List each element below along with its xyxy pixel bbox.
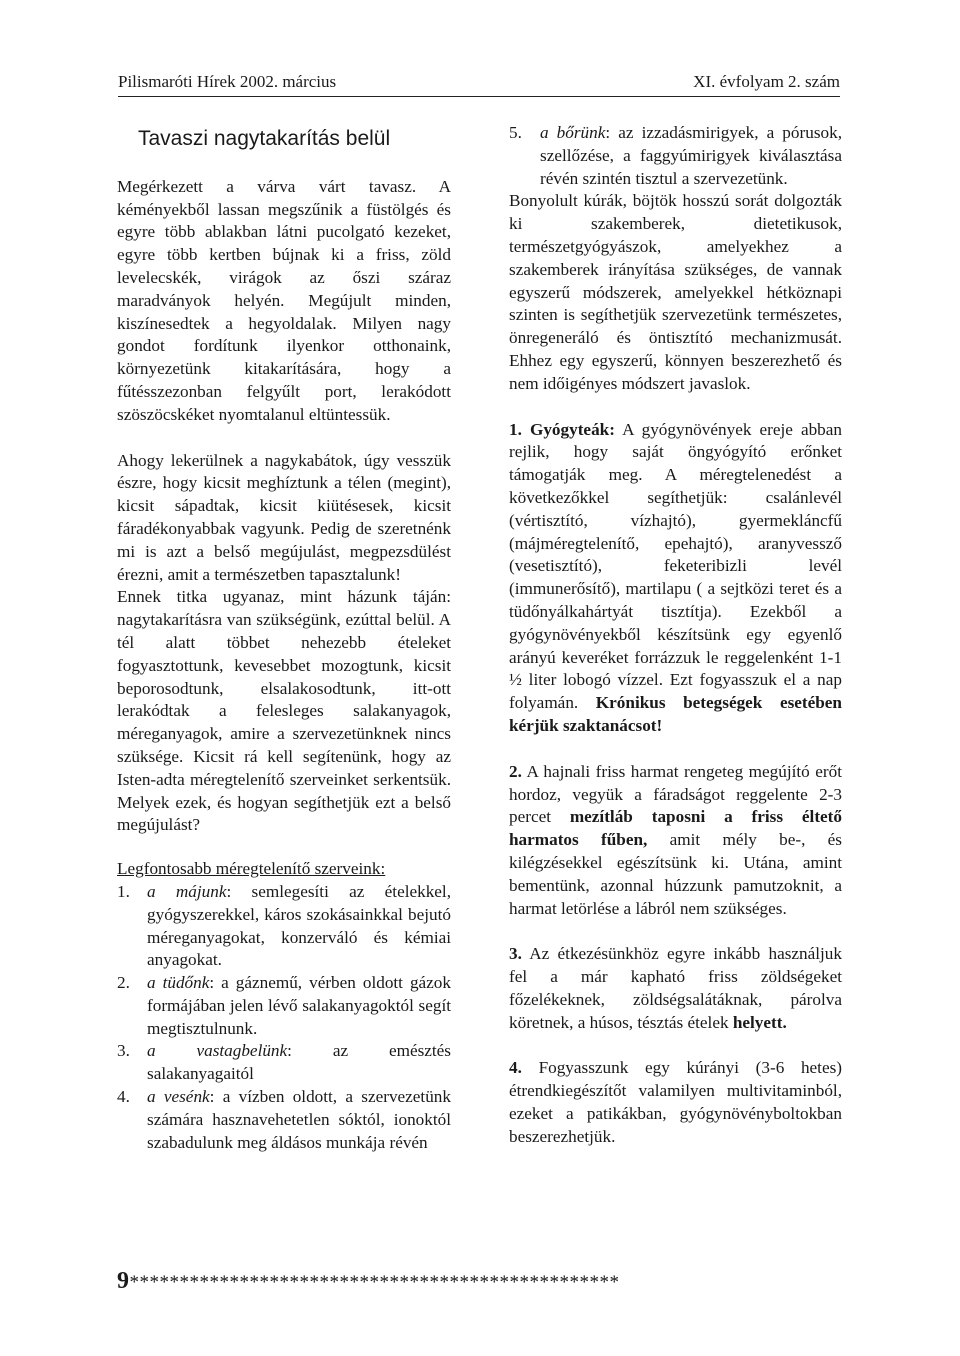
tip-vegetables [509,943,842,1034]
organ-name: a májunk [147,881,227,901]
tip-number: 1. [509,419,522,439]
publication-title: Pilismaróti Hírek 2002. március [118,72,337,91]
tip-text-continued: amit mély be-, és kilégzésekkel egészítsünk ki. Utána, amint bementünk, azonnal húzzunk pamutzoknit, a harmat letörlése a lábról nem szükséges. [509,830,842,918]
tip-number: 3. [509,944,522,964]
tip-herbal-teas [509,419,842,738]
tip-emphasis: helyett. [732,1012,787,1032]
tip-number: 2. [509,761,522,781]
issue-number: XI. évfolyam 2. szám [693,72,840,91]
organs-list [117,881,451,1155]
list-number: 3. [117,1041,130,1061]
body-paragraph-2: Ahogy lekerülnek a nagykabátok, úgy vesszük észre, hogy kicsit meghíztunk a télen (megint), kicsit sápadtak, kicsit kiütésesek, kicsit fáradékonyabbak vagyunk. Pedig de szeretnénk mi is azt a belső megújulást, megpezsdülést érezni, amit a természetben tapasztalunk! [117,450,451,584]
organ-name: a tüdőnk [147,973,210,993]
list-item [117,1086,451,1154]
left-column [117,122,451,1154]
list-item [117,1040,451,1086]
list-item [117,881,451,972]
organ-name: a vesénk [147,1087,210,1107]
tip-number: 4. [509,1058,522,1078]
tip-text: A hajnali friss harmat rengeteg megújító erőt hordoz, vegyük a fáradságot reggelente 2-3 percet [509,761,842,827]
list-number: 5. [509,123,522,142]
list-number: 1. [117,881,130,901]
list-item [117,972,451,1040]
tip-morning-dew [509,761,842,921]
organ-description: : az izzadásmirigyek, a pórusok, szellőzése, a faggyúmirigyek kiválasztása révén szintén tisztul a szervezetünk. [540,123,842,188]
article-title: Tavaszi nagytakarítás belül [138,127,391,150]
organ-name: a bőrünk [540,123,606,142]
footer-star-rule: ************************************************* [129,1272,620,1293]
list-item-organ-5 [509,122,842,190]
tip-text: A gyógynövények ereje abban rejlik, hogy saját öngyógyító erőnket támogatják meg. A méregtelenedést a következőkkel segíthetjük: csalánlevél (vértisztító, vízhajtó), gyermekláncfű (májméregtelenítő, epehajtó), aranyvessző (vesetisztító), feketeribizli levél (immunerősítő), martilapu ( a sejtközi teret és a tüdőnyálkahártyát tisztítja). Ezekből a gyógynövényekből készítsünk egy egyenlő arányú keveréket forrázzuk le reggelenként 1-1 ½ liter lobogó vízzel. Ezt fogyasszuk el a nap folyamán. [509,419,842,713]
intro-paragraph: Megérkezett a várva várt tavasz. A kéményekből lassan megszűnik a füstölgés és egyre több ablakban látni pucolgató kezeket, egyre több kertben bújnak ki a friss, zöld levelecskék, virágok az őszi száraz maradványok helyén. Megújult minden, kiszínesedtek a hegyoldalak. Milyen nagy gondot fordítunk ilyenkor otthonaink, környezetünk kitakarítására, hogy a fűtésszezonban felgyűlt port, lerakódott szöszöcskéket nyomtalanul eltüntessük. [117,176,451,424]
list-number: 4. [117,1087,130,1107]
organ-description: : semlegesíti az ételekkel, gyógyszerekkel, káros szokásainkkal bejutó méreganyagokat, konzerváló és kémiai anyagokat. [147,881,451,970]
body-paragraph-3: Ennek titka ugyanaz, mint házunk táján: nagytakarításra van szükségünk, ezúttal belül. A tél alatt többet nehezebb ételeket fogyasztottunk, kevesebbet mozogtunk, kicsit beporosodtunk, elsalakosodtunk, itt-ott lerakódtak a felesleges salakanyagok, méreganyagok, amire a szervezetünknek nincs szüksége. Kicsit rá kell segítenünk, hogy az Isten-adta méregtelenítő szerveinket serkentsük. Melyek ezek, és hogyan segíthetjük ezt a belső megújulást? [117,587,451,835]
tip-label: Gyógyteák: [529,419,615,439]
organ-description: : az emésztés salakanyagaitól [147,1041,451,1084]
methods-intro-paragraph: Bonyolult kúrák, böjtök hosszú sorát dolgozták ki szakemberek, dietetikusok, természetgyógyászok, amelyekhez a szakemberek irányítása szükséges, de vannak egyszerű módszerek, amelyekkel hétköznapi szinten is segíthetjük szervezetünk természetes, önregeneráló és öntisztító mechanizmusát. Ehhez egy egyszerű, könnyen beszerezhető és nem időigényes módszert javaslok. [509,191,842,393]
page-header [118,70,840,97]
page-footer [117,1268,620,1295]
right-column [509,122,842,1149]
tip-warning: Krónikus betegségek esetében kérjük szaktanácsot! [509,693,842,735]
tip-supplements [509,1057,842,1148]
organ-description: : a vízben oldott, a szervezetünk számára hasznavehetetlen sóktól, ionoktól szabadulunk meg áldásos munkája révén [147,1087,451,1152]
tip-emphasis: mezítláb taposni a friss éltető harmatos fűben, [509,807,843,850]
tip-text: Az étkezésünkhöz egyre inkább használjuk fel a már kapható friss zöldségeket főzelékeknek, zöldségsalátáknak, párolva köretnek, a húsos, tésztás ételek [509,944,842,1032]
organs-list-heading: Legfontosabb méregtelenítő szerveink: [117,859,386,879]
page-number: 9 [117,1268,130,1294]
organ-name: a vastagbelünk [147,1041,288,1061]
organ-description: : a gáznemű, vérben oldott gázok formájában jelen lévő salakanyagoktól segít megtisztulnunk. [147,973,451,1038]
tip-text: Fogyasszunk egy kúrányi (3-6 hetes) étrendkiegészítőt valamilyen multivitaminból, ezeket a patikákban, gyógynövényboltokban beszerezhetjük. [509,1058,842,1146]
list-number: 2. [117,973,130,993]
